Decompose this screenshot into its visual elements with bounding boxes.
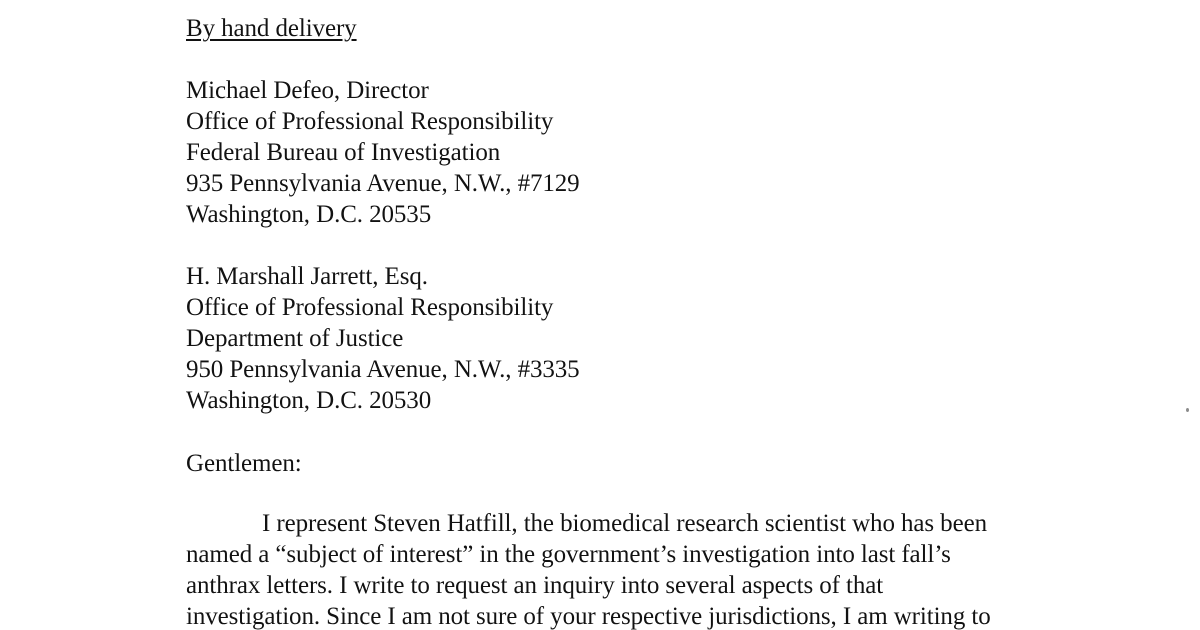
recipient-agency: Federal Bureau of Investigation: [186, 139, 501, 166]
salutation: Gentlemen:: [186, 450, 302, 477]
recipient-city: Washington, D.C. 20535: [186, 201, 432, 228]
recipient-name: Michael Defeo, Director: [186, 77, 429, 104]
recipient-name: H. Marshall Jarrett, Esq.: [186, 263, 428, 290]
recipient-street-address: 935 Pennsylvania Avenue, N.W., #7129: [186, 170, 580, 197]
body-line: anthrax letters. I write to request an inquiry into several aspects of that: [186, 572, 884, 599]
recipient-street-address: 950 Pennsylvania Avenue, N.W., #3335: [186, 356, 580, 383]
recipient-office: Office of Professional Responsibility: [186, 294, 554, 321]
body-line: investigation. Since I am not sure of your respective jurisdictions, I am writing to: [186, 603, 991, 630]
body-line: named a “subject of interest” in the government’s investigation into last fall’s: [186, 541, 951, 568]
recipient-agency: Department of Justice: [186, 325, 404, 352]
scan-speck: [1186, 408, 1189, 412]
delivery-heading: By hand delivery: [186, 15, 357, 42]
recipient-city: Washington, D.C. 20530: [186, 387, 432, 414]
body-line: I represent Steven Hatfill, the biomedical research scientist who has been: [262, 510, 987, 537]
recipient-office: Office of Professional Responsibility: [186, 108, 554, 135]
